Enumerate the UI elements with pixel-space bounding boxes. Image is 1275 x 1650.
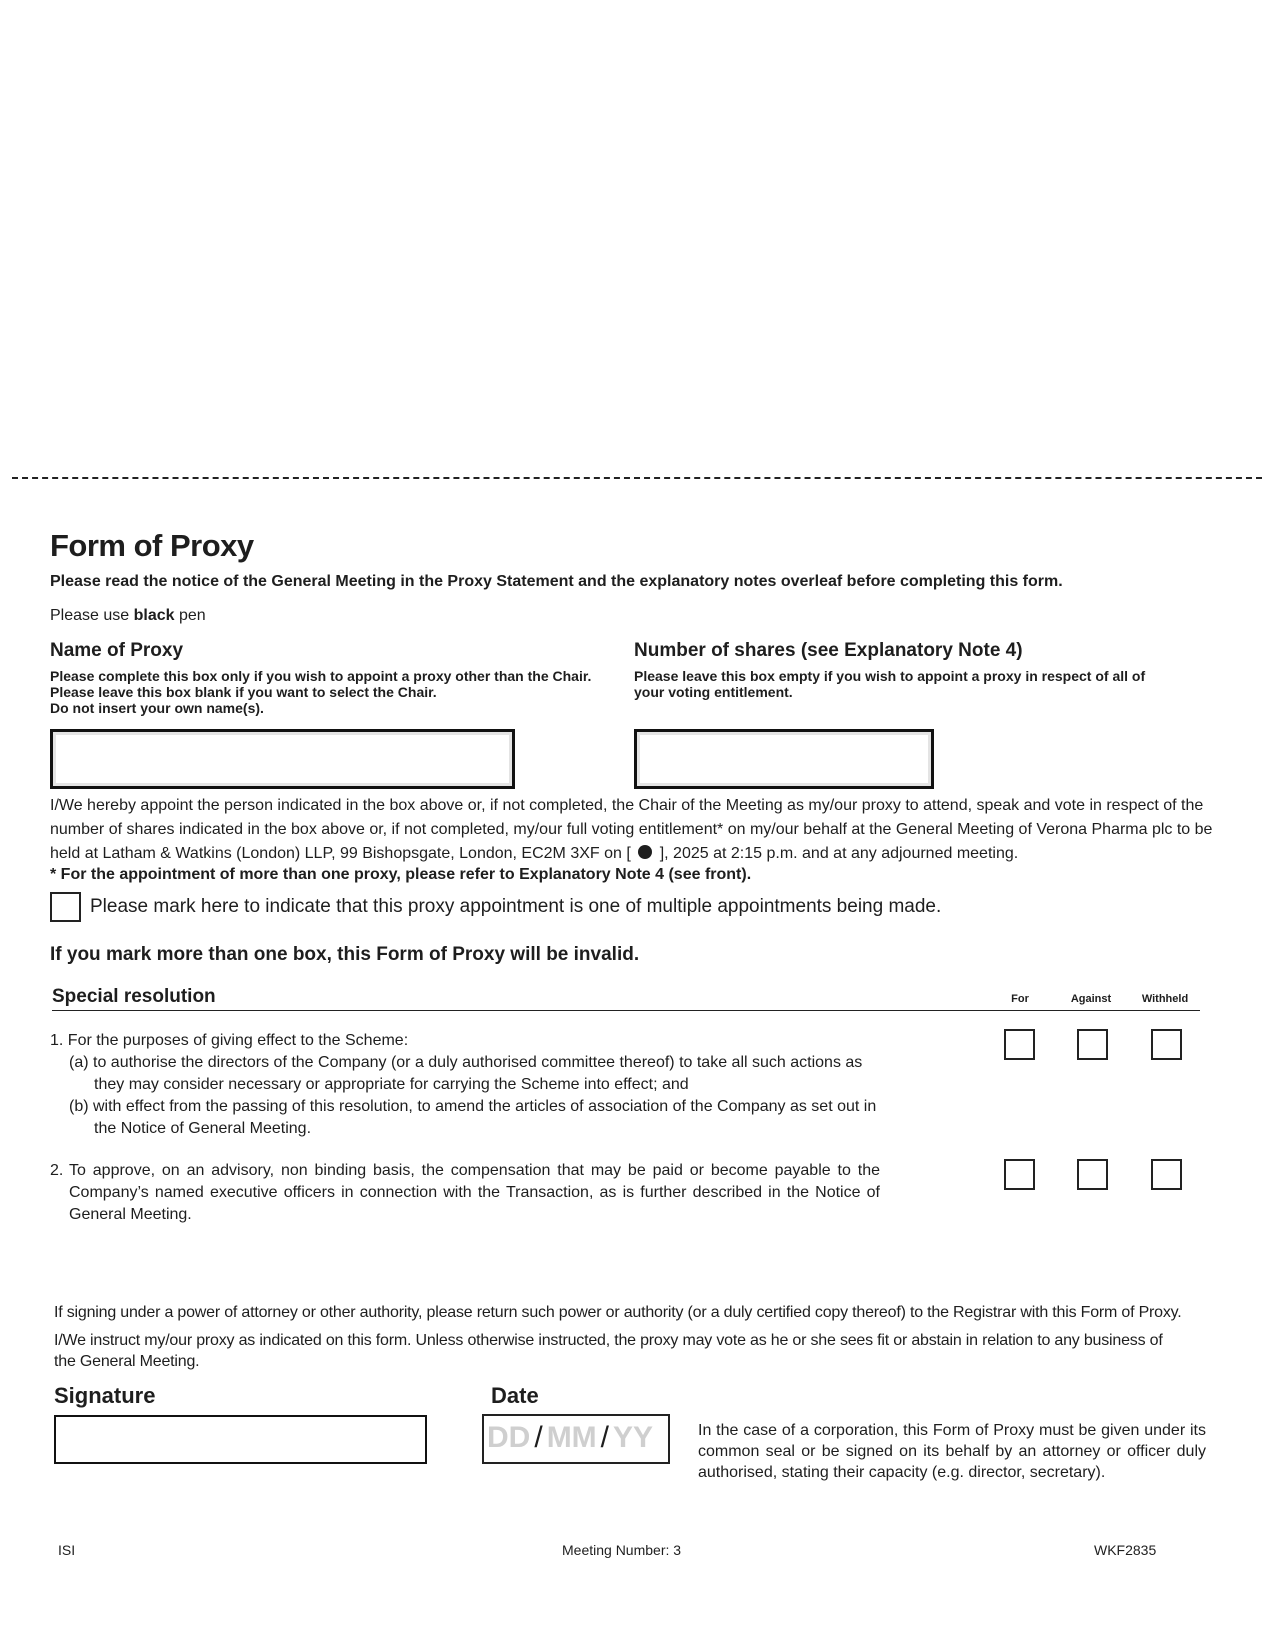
page-title: Form of Proxy: [50, 528, 254, 563]
footer-right-code: WKF2835: [1094, 1542, 1157, 1558]
proxy-name-field[interactable]: [50, 729, 515, 789]
resolutions-heading: Special resolution: [52, 986, 216, 1007]
pen-prefix: Please use: [50, 607, 130, 624]
resolution-1-for-checkbox[interactable]: [1004, 1029, 1035, 1060]
invalid-warning: If you mark more than one box, this Form of Proxy will be invalid.: [50, 944, 640, 965]
resolution-2-against-checkbox[interactable]: [1077, 1159, 1108, 1190]
signature-field[interactable]: [54, 1415, 427, 1464]
resolution-1-a: (a) to authorise the directors of the Company (or a duly authorised committee thereof) to take all such actions as they may consider necessary or appropriate for carrying the Scheme into effect; and: [69, 1054, 863, 1093]
date-day-placeholder: DD: [487, 1421, 531, 1454]
date-separator: /: [534, 1421, 543, 1454]
resolution-1: [50, 1030, 880, 1140]
date-field[interactable]: [482, 1414, 670, 1464]
shares-help: [634, 668, 1145, 700]
proxy-name-help-line: Please complete this box only if you wish to appoint a proxy other than the Chair.: [50, 668, 592, 684]
tear-off-line: [12, 477, 1262, 479]
appointment-text: [50, 794, 1235, 866]
footer-left-code: ISI: [58, 1542, 76, 1558]
resolution-2-number: 2.: [50, 1162, 64, 1179]
resolution-2-text: To approve, on an advisory, non binding basis, the compensation that may be paid or become payable to the Company’s named executive officers in connection with the Transaction, as is further described in the Notice of General Meeting.: [69, 1162, 880, 1223]
proxy-name-label: Name of Proxy: [50, 640, 184, 661]
column-header-for: For: [1011, 993, 1029, 1005]
proxy-name-help-line: Do not insert your own name(s).: [50, 700, 264, 716]
pen-suffix: pen: [179, 607, 206, 624]
shares-label: Number of shares (see Explanatory Note 4): [634, 640, 1023, 661]
resolutions-divider: [52, 1010, 1200, 1011]
resolution-2: [50, 1160, 880, 1226]
shares-help-line: Please leave this box empty if you wish to appoint a proxy in respect of all of: [634, 668, 1146, 684]
proxy-instruction-note: I/We instruct my/our proxy as indicated on this form. Unless otherwise instructed, the proxy may vote as he or she sees fit or abstain in relation to any business of the General Meeting.: [54, 1332, 1163, 1370]
resolution-1-main: 1. For the purposes of giving effect to the Scheme:: [50, 1032, 409, 1049]
date-month-placeholder: MM: [546, 1421, 597, 1454]
column-header-against: Against: [1070, 993, 1112, 1005]
resolution-1-withheld-checkbox[interactable]: [1151, 1029, 1182, 1060]
footer-meeting-number: Meeting Number: 3: [562, 1542, 682, 1558]
date-placeholder-dot-icon: [638, 845, 652, 859]
signature-label: Signature: [54, 1383, 156, 1408]
date-year-placeholder: YY: [613, 1421, 654, 1454]
resolution-2-for-checkbox[interactable]: [1004, 1159, 1035, 1190]
date-separator: /: [600, 1421, 610, 1454]
proxy-name-help-line: Please leave this box blank if you want to select the Chair.: [50, 684, 437, 700]
appointment-footnote: * For the appointment of more than one proxy, please refer to Explanatory Note 4 (see front).: [50, 866, 752, 883]
resolution-2-withheld-checkbox[interactable]: [1151, 1159, 1182, 1190]
intro-instruction: Please read the notice of the General Meeting in the Proxy Statement and the explanatory notes overleaf before completing this form.: [50, 573, 1063, 590]
corporation-note: In the case of a corporation, this Form of Proxy must be given under its common seal or be signed on its behalf by an attorney or officer duly authorised, stating their capacity (e.g. director, secretary).: [698, 1422, 1206, 1481]
column-header-withheld: Withheld: [1141, 993, 1189, 1005]
pen-instruction: [50, 607, 206, 625]
multiple-appointments-checkbox[interactable]: [50, 892, 81, 922]
resolution-1-b: (b) with effect from the passing of this resolution, to amend the articles of association of the Company as set out in the Notice of General Meeting.: [69, 1098, 877, 1137]
shares-field[interactable]: [634, 729, 934, 789]
shares-help-line: your voting entitlement.: [634, 684, 793, 700]
multiple-appointments-label: Please mark here to indicate that this proxy appointment is one of multiple appointments being made.: [90, 896, 942, 917]
resolution-1-against-checkbox[interactable]: [1077, 1029, 1108, 1060]
power-of-attorney-note: If signing under a power of attorney or other authority, please return such power or authority (or a duly certified copy thereof) to the Registrar with this Form of Proxy.: [54, 1304, 1182, 1321]
date-label: Date: [491, 1383, 539, 1408]
appointment-text-end: ], 2025 at 2:15 p.m. and at any adjourned meeting.: [659, 845, 1019, 862]
appointment-text-start: I/We hereby appoint the person indicated in the box above or, if not completed, the Chair of the Meeting as my/our proxy to attend, speak and vote in respect of the number of shares indicated in the box above or, if not completed, my/our full voting entitlement* on my/our behalf at the General Meeting of Verona Pharma plc to be held at Latham & Watkins (London) LLP, 99 Bishopsgate, London, EC2M 3XF on [: [50, 797, 1213, 862]
proxy-name-help: [50, 668, 591, 716]
pen-color: black: [133, 607, 175, 624]
